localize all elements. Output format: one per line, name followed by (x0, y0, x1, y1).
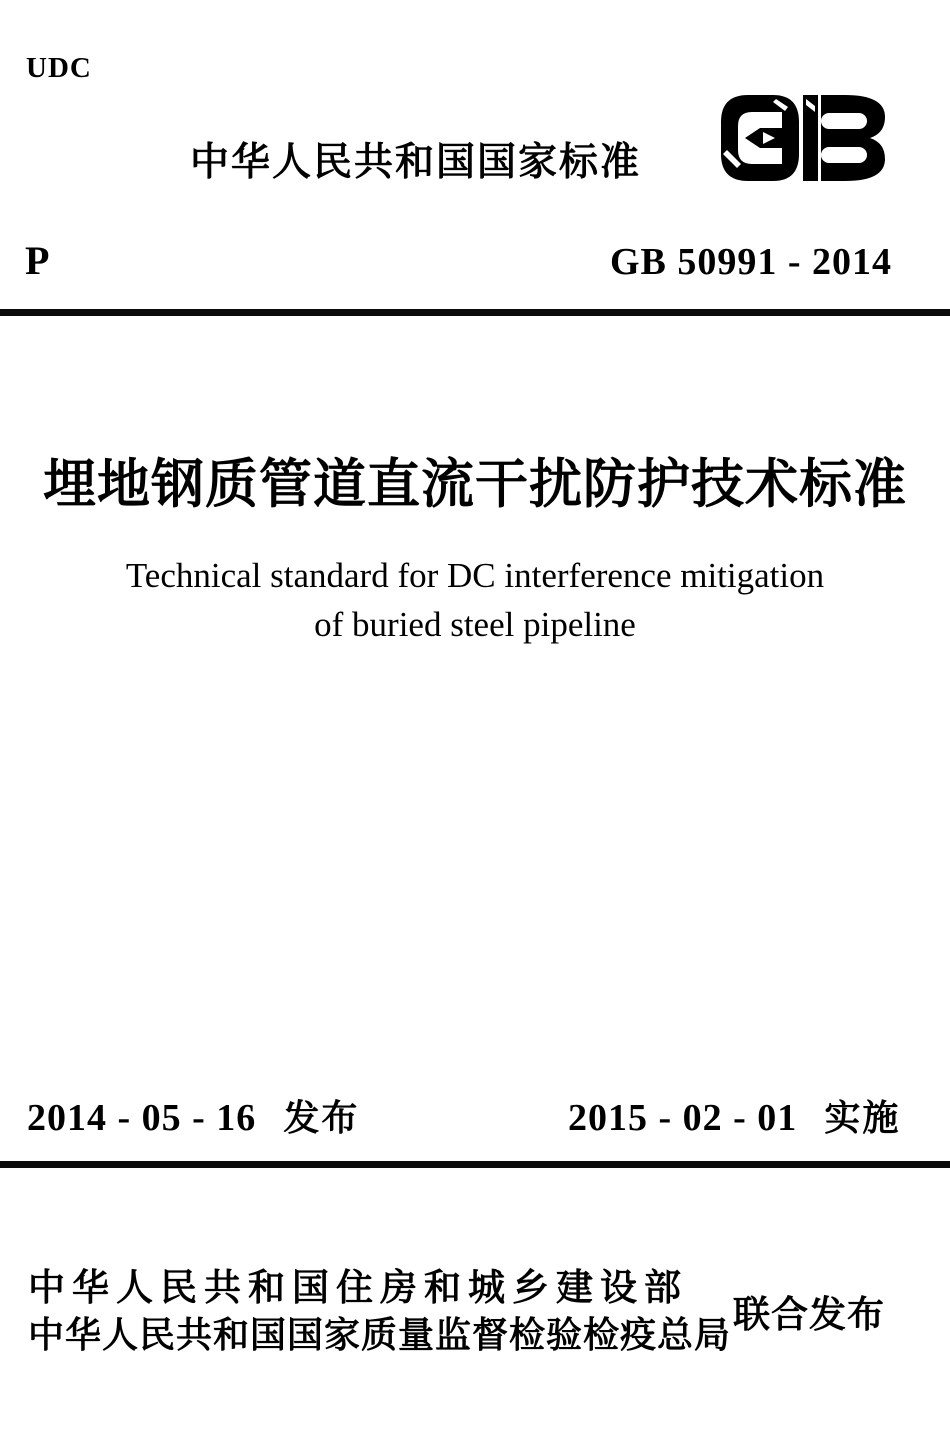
title-english-line1: Technical standard for DC interference mitigation (125, 556, 825, 595)
national-standard-heading: 中华人民共和国国家标准 (190, 140, 642, 185)
gb-logo-icon (718, 92, 888, 184)
divider-bottom (0, 1161, 950, 1168)
implementation-date-value: 2015 - 02 - 01 (568, 1097, 798, 1139)
joint-publish-label: 联合发布 (733, 1293, 885, 1336)
standard-number: GB 50991 - 2014 (609, 241, 892, 283)
doc-class-code: P (25, 238, 50, 283)
title-english-line2: of buried steel pipeline (314, 605, 636, 644)
issue-date-label: 发布 (283, 1098, 360, 1139)
title-chinese: 埋地钢质管道直流干扰防护技术标准 (43, 453, 907, 515)
title-english (0, 551, 950, 649)
publisher-line2: 中华人民共和国国家质量监督检验检疫总局 (28, 1315, 732, 1356)
divider-top (0, 309, 950, 316)
udc-label: UDC (26, 52, 92, 84)
implementation-date-label: 实施 (824, 1098, 901, 1139)
implementation-date-row (568, 1099, 900, 1137)
publisher-line1: 中华人民共和国住房和城乡建设部 (28, 1266, 688, 1309)
issue-date-row (27, 1099, 359, 1137)
issue-date-value: 2014 - 05 - 16 (27, 1097, 257, 1139)
